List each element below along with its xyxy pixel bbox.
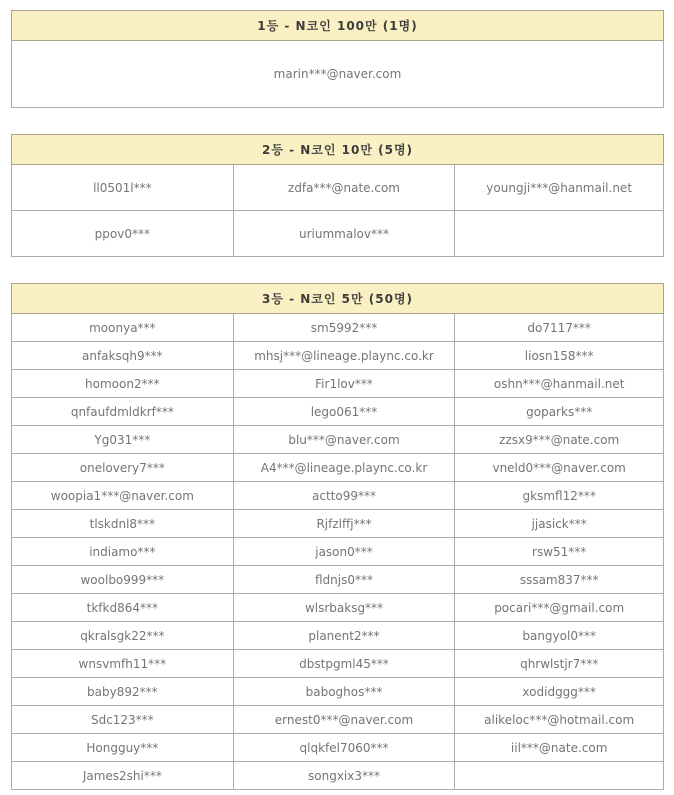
winner-row [12,594,664,622]
winner-cell: liosn158*** [455,342,664,370]
winner-cell: rsw51*** [455,538,664,566]
winner-row [12,762,664,790]
section-title: 3등 - N코인 5만 (50명) [12,284,664,314]
winner-cell: blu***@naver.com [233,426,455,454]
winner-cell: zdfa***@nate.com [233,165,455,211]
winner-cell: ernest0***@naver.com [233,706,455,734]
winner-cell: A4***@lineage.plaync.co.kr [233,454,455,482]
section-title: 1등 - N코인 100만 (1명) [12,11,664,41]
winner-cell: songxix3*** [233,762,455,790]
winner-cell: jason0*** [233,538,455,566]
winner-cell: jjasick*** [455,510,664,538]
winner-cell: qhrwlstjr7*** [455,650,664,678]
winner-cell: fldnjs0*** [233,566,455,594]
winner-row [12,482,664,510]
winner-cell: moonya*** [12,314,234,342]
winner-cell: onelovery7*** [12,454,234,482]
winner-cell: sssam837*** [455,566,664,594]
winner-cell: do7117*** [455,314,664,342]
winner-row [12,566,664,594]
winner-cell: wlsrbaksg*** [233,594,455,622]
winner-cell [455,211,664,257]
winner-cell: dbstpgml45*** [233,650,455,678]
section-header-row [12,11,664,41]
winner-cell: qlqkfel7060*** [233,734,455,762]
winner-cell: tkfkd864*** [12,594,234,622]
winner-row [12,398,664,426]
winner-cell: woolbo999*** [12,566,234,594]
winner-cell: youngji***@hanmail.net [455,165,664,211]
section-title: 2등 - N코인 10만 (5명) [12,135,664,165]
winner-cell: lego061*** [233,398,455,426]
winner-cell: ll0501l*** [12,165,234,211]
winner-cell: Rjfzlffj*** [233,510,455,538]
winner-row [12,342,664,370]
winner-cell: James2shi*** [12,762,234,790]
winner-cell: sm5992*** [233,314,455,342]
winner-cell: xodidggg*** [455,678,664,706]
winner-row [12,650,664,678]
winner-row [12,426,664,454]
winner-cell: bangyol0*** [455,622,664,650]
winner-cell: wnsvmfh11*** [12,650,234,678]
winner-cell: baby892*** [12,678,234,706]
winner-row [12,370,664,398]
winner-cell: pocari***@gmail.com [455,594,664,622]
winner-cell: ppov0*** [12,211,234,257]
winner-cell: marin***@naver.com [12,41,664,108]
winner-row [12,678,664,706]
winner-cell [455,762,664,790]
winner-cell: gksmfl12*** [455,482,664,510]
section-header-row [12,284,664,314]
winner-row [12,622,664,650]
section-header-row [12,135,664,165]
winner-row [12,538,664,566]
winner-cell: actto99*** [233,482,455,510]
winner-row [12,706,664,734]
winner-cell: tlskdnl8*** [12,510,234,538]
winner-cell: Fir1lov*** [233,370,455,398]
winner-cell: homoon2*** [12,370,234,398]
winner-cell: planent2*** [233,622,455,650]
winner-row [12,211,664,257]
winner-row [12,510,664,538]
winner-cell: uriummalov*** [233,211,455,257]
winner-cell: alikeloc***@hotmail.com [455,706,664,734]
winner-cell: anfaksqh9*** [12,342,234,370]
winner-cell: Sdc123*** [12,706,234,734]
winner-cell: iil***@nate.com [455,734,664,762]
winner-cell: qnfaufdmldkrf*** [12,398,234,426]
winner-cell: zzsx9***@nate.com [455,426,664,454]
prize-table-rank-2 [11,134,664,257]
winner-cell: vneld0***@naver.com [455,454,664,482]
winner-cell: qkralsgk22*** [12,622,234,650]
winner-cell: baboghos*** [233,678,455,706]
winner-cell: goparks*** [455,398,664,426]
winner-row [12,734,664,762]
winner-cell: mhsj***@lineage.plaync.co.kr [233,342,455,370]
winner-cell: indiamo*** [12,538,234,566]
winner-row [12,165,664,211]
winner-cell: Hongguy*** [12,734,234,762]
prize-table-rank-1 [11,10,664,108]
winner-cell: Yg031*** [12,426,234,454]
winner-cell: woopia1***@naver.com [12,482,234,510]
winner-row [12,41,664,108]
winner-row [12,314,664,342]
winner-row [12,454,664,482]
prize-table-rank-3 [11,283,664,790]
winner-cell: oshn***@hanmail.net [455,370,664,398]
